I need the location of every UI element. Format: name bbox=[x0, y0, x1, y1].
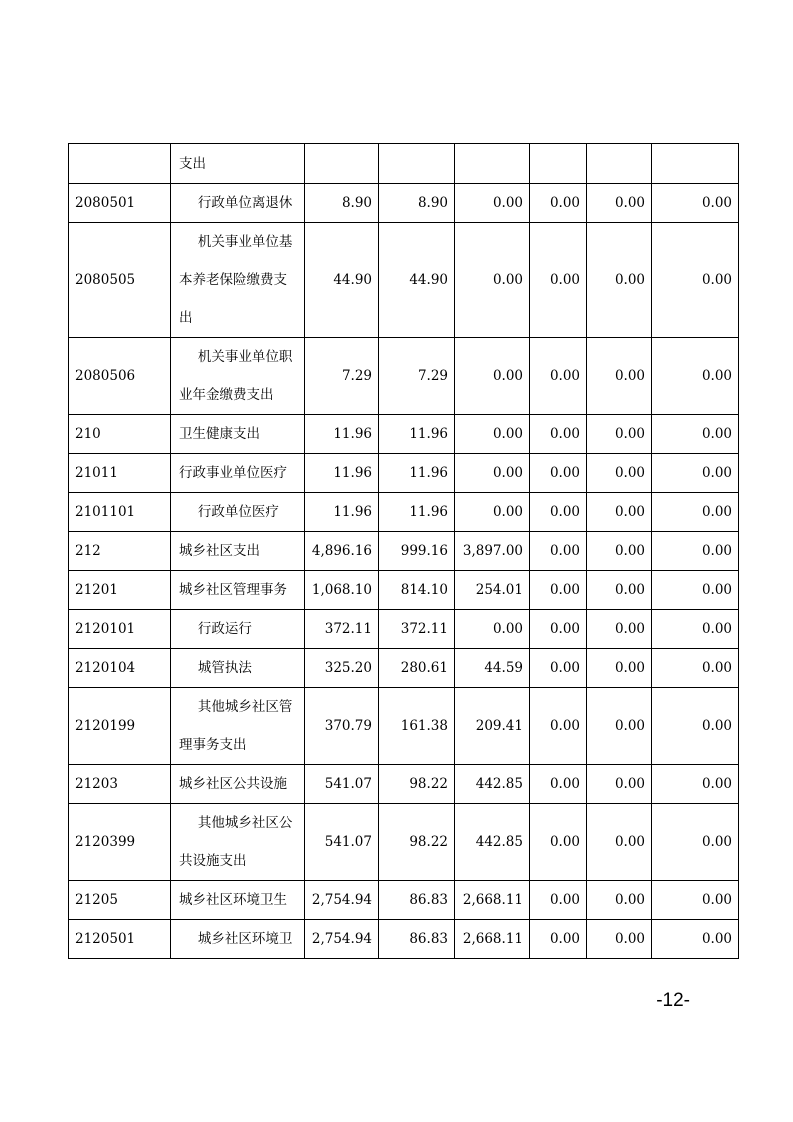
row-value-v2: 98.22 bbox=[379, 804, 455, 881]
row-value-v4: 0.00 bbox=[530, 804, 587, 881]
row-value-v1: 541.07 bbox=[305, 765, 379, 804]
row-value-v5: 0.00 bbox=[587, 415, 652, 454]
row-value-v2: 814.10 bbox=[379, 571, 455, 610]
row-value-v6: 0.00 bbox=[652, 765, 739, 804]
row-value-v2: 86.83 bbox=[379, 920, 455, 959]
table-row bbox=[69, 804, 739, 881]
row-value-v6: 0.00 bbox=[652, 184, 739, 223]
row-code: 2120199 bbox=[69, 688, 171, 765]
row-value-v1: 541.07 bbox=[305, 804, 379, 881]
table-row bbox=[69, 649, 739, 688]
row-value-v1: 11.96 bbox=[305, 493, 379, 532]
row-value-v4: 0.00 bbox=[530, 765, 587, 804]
row-name: 城管执法 bbox=[171, 649, 305, 688]
row-value-v4: 0.00 bbox=[530, 881, 587, 920]
row-value-v5: 0.00 bbox=[587, 454, 652, 493]
row-value-v1: 370.79 bbox=[305, 688, 379, 765]
row-value-v4: 0.00 bbox=[530, 454, 587, 493]
row-value-v3: 442.85 bbox=[455, 765, 530, 804]
row-value-v5: 0.00 bbox=[587, 765, 652, 804]
row-value-v1: 4,896.16 bbox=[305, 532, 379, 571]
row-value-v5: 0.00 bbox=[587, 184, 652, 223]
row-code: 2080506 bbox=[69, 338, 171, 415]
row-value-v1: 11.96 bbox=[305, 454, 379, 493]
row-value-v3: 0.00 bbox=[455, 223, 530, 338]
row-value-v5: 0.00 bbox=[587, 688, 652, 765]
row-code: 21201 bbox=[69, 571, 171, 610]
row-value-v6 bbox=[652, 144, 739, 184]
row-value-v3: 209.41 bbox=[455, 688, 530, 765]
row-code: 2080505 bbox=[69, 223, 171, 338]
row-value-v6: 0.00 bbox=[652, 532, 739, 571]
row-name: 城乡社区环境卫生 bbox=[171, 881, 305, 920]
row-value-v3: 44.59 bbox=[455, 649, 530, 688]
row-name: 机关事业单位职业年金缴费支出 bbox=[171, 338, 305, 415]
row-code: 2120399 bbox=[69, 804, 171, 881]
row-value-v1: 11.96 bbox=[305, 415, 379, 454]
row-value-v6: 0.00 bbox=[652, 804, 739, 881]
row-value-v1 bbox=[305, 144, 379, 184]
row-value-v5: 0.00 bbox=[587, 338, 652, 415]
row-value-v3: 442.85 bbox=[455, 804, 530, 881]
table-row bbox=[69, 920, 739, 959]
table-row bbox=[69, 338, 739, 415]
row-value-v3: 0.00 bbox=[455, 610, 530, 649]
row-name: 城乡社区环境卫 bbox=[171, 920, 305, 959]
row-value-v4: 0.00 bbox=[530, 223, 587, 338]
row-code: 21011 bbox=[69, 454, 171, 493]
row-value-v5: 0.00 bbox=[587, 571, 652, 610]
row-value-v5: 0.00 bbox=[587, 532, 652, 571]
row-code: 2080501 bbox=[69, 184, 171, 223]
row-value-v6: 0.00 bbox=[652, 338, 739, 415]
row-value-v3: 0.00 bbox=[455, 454, 530, 493]
row-code: 2120104 bbox=[69, 649, 171, 688]
row-value-v6: 0.00 bbox=[652, 688, 739, 765]
row-value-v6: 0.00 bbox=[652, 493, 739, 532]
row-value-v1: 1,068.10 bbox=[305, 571, 379, 610]
row-value-v2 bbox=[379, 144, 455, 184]
row-value-v2: 11.96 bbox=[379, 493, 455, 532]
row-value-v5: 0.00 bbox=[587, 493, 652, 532]
row-value-v2: 86.83 bbox=[379, 881, 455, 920]
row-value-v5: 0.00 bbox=[587, 223, 652, 338]
row-value-v4 bbox=[530, 144, 587, 184]
row-value-v6: 0.00 bbox=[652, 454, 739, 493]
row-value-v3: 0.00 bbox=[455, 493, 530, 532]
row-value-v6: 0.00 bbox=[652, 881, 739, 920]
row-value-v2: 7.29 bbox=[379, 338, 455, 415]
row-value-v3: 2,668.11 bbox=[455, 881, 530, 920]
row-value-v6: 0.00 bbox=[652, 649, 739, 688]
row-code: 210 bbox=[69, 415, 171, 454]
row-value-v1: 372.11 bbox=[305, 610, 379, 649]
row-value-v4: 0.00 bbox=[530, 338, 587, 415]
row-code: 21203 bbox=[69, 765, 171, 804]
row-value-v3 bbox=[455, 144, 530, 184]
row-value-v3: 0.00 bbox=[455, 415, 530, 454]
row-name: 城乡社区支出 bbox=[171, 532, 305, 571]
row-value-v5: 0.00 bbox=[587, 920, 652, 959]
table-row bbox=[69, 415, 739, 454]
table-row bbox=[69, 144, 739, 184]
budget-table bbox=[68, 143, 739, 959]
row-value-v4: 0.00 bbox=[530, 688, 587, 765]
row-value-v4: 0.00 bbox=[530, 649, 587, 688]
table-row bbox=[69, 223, 739, 338]
row-name: 其他城乡社区管理事务支出 bbox=[171, 688, 305, 765]
row-value-v6: 0.00 bbox=[652, 223, 739, 338]
row-value-v3: 0.00 bbox=[455, 338, 530, 415]
row-name: 城乡社区管理事务 bbox=[171, 571, 305, 610]
row-value-v4: 0.00 bbox=[530, 532, 587, 571]
row-value-v2: 11.96 bbox=[379, 454, 455, 493]
row-value-v3: 0.00 bbox=[455, 184, 530, 223]
row-value-v6: 0.00 bbox=[652, 415, 739, 454]
row-value-v5: 0.00 bbox=[587, 881, 652, 920]
row-code: 2120501 bbox=[69, 920, 171, 959]
row-name: 支出 bbox=[171, 144, 305, 184]
row-value-v5: 0.00 bbox=[587, 804, 652, 881]
table-row bbox=[69, 765, 739, 804]
row-value-v2: 161.38 bbox=[379, 688, 455, 765]
row-value-v6: 0.00 bbox=[652, 571, 739, 610]
table-body bbox=[69, 144, 739, 959]
row-value-v2: 98.22 bbox=[379, 765, 455, 804]
table-row bbox=[69, 881, 739, 920]
row-value-v1: 2,754.94 bbox=[305, 920, 379, 959]
table-row bbox=[69, 688, 739, 765]
table-row bbox=[69, 571, 739, 610]
row-value-v6: 0.00 bbox=[652, 920, 739, 959]
row-name: 行政单位医疗 bbox=[171, 493, 305, 532]
row-value-v4: 0.00 bbox=[530, 920, 587, 959]
row-value-v5 bbox=[587, 144, 652, 184]
row-code: 2120101 bbox=[69, 610, 171, 649]
table-row bbox=[69, 493, 739, 532]
row-code: 2101101 bbox=[69, 493, 171, 532]
row-name: 行政单位离退休 bbox=[171, 184, 305, 223]
row-code: 21205 bbox=[69, 881, 171, 920]
row-value-v2: 11.96 bbox=[379, 415, 455, 454]
table-row bbox=[69, 184, 739, 223]
row-value-v4: 0.00 bbox=[530, 610, 587, 649]
row-name: 行政事业单位医疗 bbox=[171, 454, 305, 493]
row-value-v3: 2,668.11 bbox=[455, 920, 530, 959]
row-name: 行政运行 bbox=[171, 610, 305, 649]
row-value-v4: 0.00 bbox=[530, 571, 587, 610]
row-name: 城乡社区公共设施 bbox=[171, 765, 305, 804]
row-value-v1: 2,754.94 bbox=[305, 881, 379, 920]
row-name: 其他城乡社区公共设施支出 bbox=[171, 804, 305, 881]
row-value-v5: 0.00 bbox=[587, 649, 652, 688]
row-value-v4: 0.00 bbox=[530, 415, 587, 454]
row-value-v2: 372.11 bbox=[379, 610, 455, 649]
row-value-v1: 8.90 bbox=[305, 184, 379, 223]
row-code bbox=[69, 144, 171, 184]
table-row bbox=[69, 454, 739, 493]
row-value-v1: 325.20 bbox=[305, 649, 379, 688]
row-name: 机关事业单位基本养老保险缴费支出 bbox=[171, 223, 305, 338]
row-value-v2: 999.16 bbox=[379, 532, 455, 571]
row-code: 212 bbox=[69, 532, 171, 571]
row-value-v3: 254.01 bbox=[455, 571, 530, 610]
row-value-v4: 0.00 bbox=[530, 184, 587, 223]
row-name: 卫生健康支出 bbox=[171, 415, 305, 454]
row-value-v4: 0.00 bbox=[530, 493, 587, 532]
table-row bbox=[69, 532, 739, 571]
row-value-v3: 3,897.00 bbox=[455, 532, 530, 571]
row-value-v2: 280.61 bbox=[379, 649, 455, 688]
row-value-v1: 44.90 bbox=[305, 223, 379, 338]
row-value-v6: 0.00 bbox=[652, 610, 739, 649]
row-value-v5: 0.00 bbox=[587, 610, 652, 649]
row-value-v1: 7.29 bbox=[305, 338, 379, 415]
row-value-v2: 8.90 bbox=[379, 184, 455, 223]
page-number: -12- bbox=[656, 990, 690, 1011]
row-value-v2: 44.90 bbox=[379, 223, 455, 338]
table-row bbox=[69, 610, 739, 649]
